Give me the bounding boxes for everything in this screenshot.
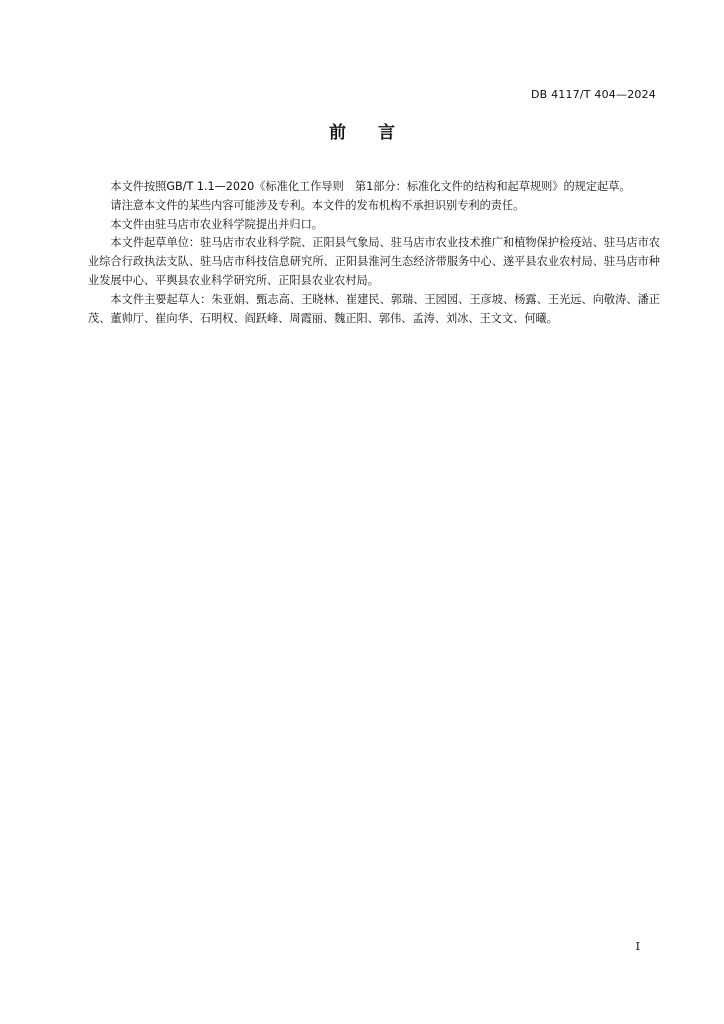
paragraph-drafters: 本文件主要起草人：朱亚娟、甄志高、王晓林、崔建民、郭瑞、王园园、王彦坡、杨露、王光远、向敬涛、潘正茂、董帅厅、崔向华、石明权、阎跃峰、周霞丽、魏正阳、郭伟、孟涛、刘冰、王文文、何曦。 bbox=[88, 292, 660, 325]
paragraph-drafting-units: 本文件起草单位：驻马店市农业科学院、正阳县气象局、驻马店市农业技术推广和植物保护检疫站、驻马店市农业综合行政执法支队、驻马店市科技信息研究所、正阳县淮河生态经济带服务中心、遂平县农业农村局、驻马店市种业发展中心、平舆县农业科学研究所、正阳县农业农村局。 bbox=[88, 236, 660, 287]
foreword-body bbox=[88, 178, 660, 328]
document-code: DB 4117/T 404—2024 bbox=[530, 88, 656, 101]
page-title: 前言 bbox=[329, 123, 427, 143]
page-number: I bbox=[635, 940, 640, 953]
paragraph-proposer: 本文件由驻马店市农业科学院提出并归口。 bbox=[110, 217, 323, 231]
paragraph-drafting-rules: 本文件按照GB/T 1.1—2020《标准化工作导则 第1部分：标准化文件的结构和起草规则》的规定起草。 bbox=[110, 180, 631, 193]
paragraph-patent-notice: 请注意本文件的某些内容可能涉及专利。本文件的发布机构不承担识别专利的责任。 bbox=[110, 198, 525, 212]
